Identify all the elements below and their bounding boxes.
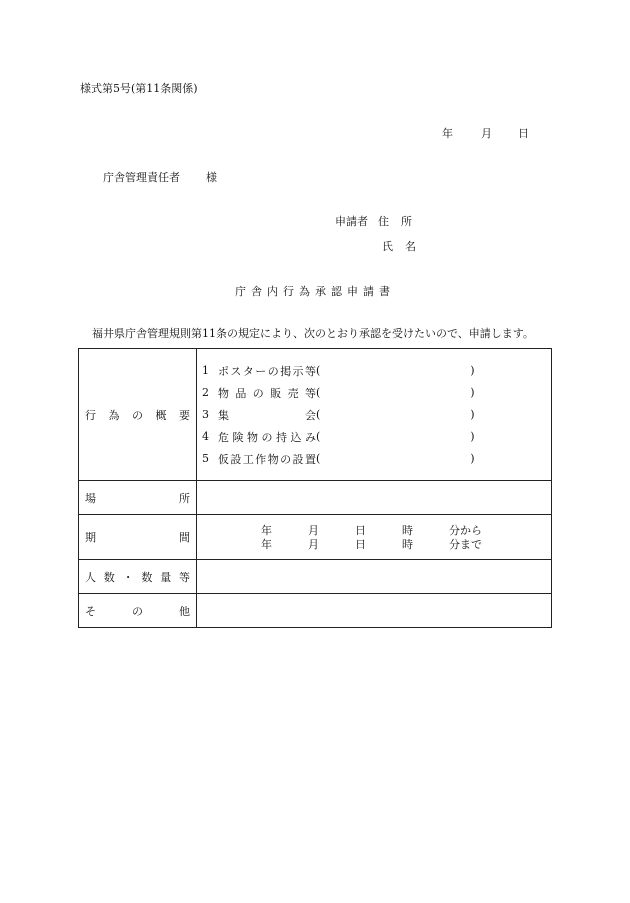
acts-list[interactable] <box>197 349 552 481</box>
date-month: 月 <box>481 127 492 140</box>
place-label: 場 所 <box>79 481 197 515</box>
act-item-meeting[interactable] <box>202 404 551 426</box>
paren-close: ) <box>470 364 475 377</box>
period-from: 年 月 日 時 分から <box>261 524 482 537</box>
act-label: 仮 設 工 作 物 の 設 置 <box>218 452 316 466</box>
date-day: 日 <box>518 127 529 140</box>
paren-open: ( <box>316 452 321 465</box>
label-char: 為 <box>108 408 120 422</box>
date-line <box>442 125 529 141</box>
label-char: 行 <box>85 408 96 422</box>
application-table <box>78 348 552 628</box>
label-char: 要 <box>179 408 190 422</box>
title-char: 請 <box>363 285 379 298</box>
table-row-count <box>79 560 552 594</box>
applicant-name-line <box>382 238 416 254</box>
paren-open: ( <box>316 364 321 377</box>
act-item-sales[interactable] <box>202 382 551 404</box>
addressee-honorific: 様 <box>206 171 217 184</box>
applicant-address-line <box>335 213 412 229</box>
title-char: 行 <box>283 285 299 298</box>
act-item-hazard[interactable] <box>202 426 551 448</box>
address-label-1: 住 <box>378 215 389 228</box>
title-char: 庁 <box>235 285 251 298</box>
paren-open: ( <box>316 386 321 399</box>
period-field[interactable] <box>197 515 552 560</box>
address-label-2: 所 <box>401 215 412 228</box>
act-item-temp-structure[interactable] <box>202 448 551 470</box>
count-field[interactable] <box>197 560 552 594</box>
label-char: 概 <box>155 408 167 422</box>
title-char: 承 <box>315 285 331 298</box>
name-label-1: 氏 <box>382 240 393 253</box>
act-number: 5 <box>202 452 209 465</box>
act-number: 4 <box>202 430 209 443</box>
title-char: 申 <box>347 285 363 298</box>
act-number: 1 <box>202 364 209 377</box>
paren-close: ) <box>470 430 475 443</box>
place-field[interactable] <box>197 481 552 515</box>
title-char: 為 <box>299 285 315 298</box>
addressee-title: 庁舎管理責任者 <box>103 171 180 184</box>
table-row-acts <box>79 349 552 481</box>
addressee <box>103 169 217 185</box>
date-year: 年 <box>442 127 453 140</box>
period-to: 年 月 日 時 分まで <box>261 538 482 551</box>
acts-label <box>79 349 197 481</box>
period-label: 期 間 <box>79 515 197 560</box>
act-number: 2 <box>202 386 209 399</box>
act-label: 危 険 物 の 持 込 み <box>218 430 316 444</box>
table-row-period <box>79 515 552 560</box>
title-char: 舎 <box>251 285 267 298</box>
act-number: 3 <box>202 408 209 421</box>
title-char: 認 <box>331 285 347 298</box>
act-label: 集 会 <box>218 408 316 422</box>
table-row-place <box>79 481 552 515</box>
applicant-label: 申請者 <box>335 215 368 228</box>
paren-open: ( <box>316 430 321 443</box>
title-char: 内 <box>267 285 283 298</box>
title-char: 書 <box>379 285 395 298</box>
document-title <box>0 283 630 299</box>
paren-close: ) <box>470 452 475 465</box>
paren-open: ( <box>316 408 321 421</box>
paren-close: ) <box>470 408 475 421</box>
table-row-other <box>79 594 552 628</box>
paren-close: ) <box>470 386 475 399</box>
act-label: ポ ス タ ー の 掲 示 等 <box>218 364 316 378</box>
intro-text: 福井県庁舎管理規則第11条の規定により、次のとおり承認を受けたいので、申請します。 <box>92 327 534 340</box>
other-field[interactable] <box>197 594 552 628</box>
other-label: そ の 他 <box>79 594 197 628</box>
act-label: 物 品 の 販 売 等 <box>218 386 316 400</box>
act-item-poster[interactable] <box>202 360 551 382</box>
count-label: 人 数 ・ 数 量 等 <box>79 560 197 594</box>
form-number: 様式第5号(第11条関係) <box>80 82 198 95</box>
label-char: の <box>132 408 143 422</box>
name-label-2: 名 <box>405 240 416 253</box>
